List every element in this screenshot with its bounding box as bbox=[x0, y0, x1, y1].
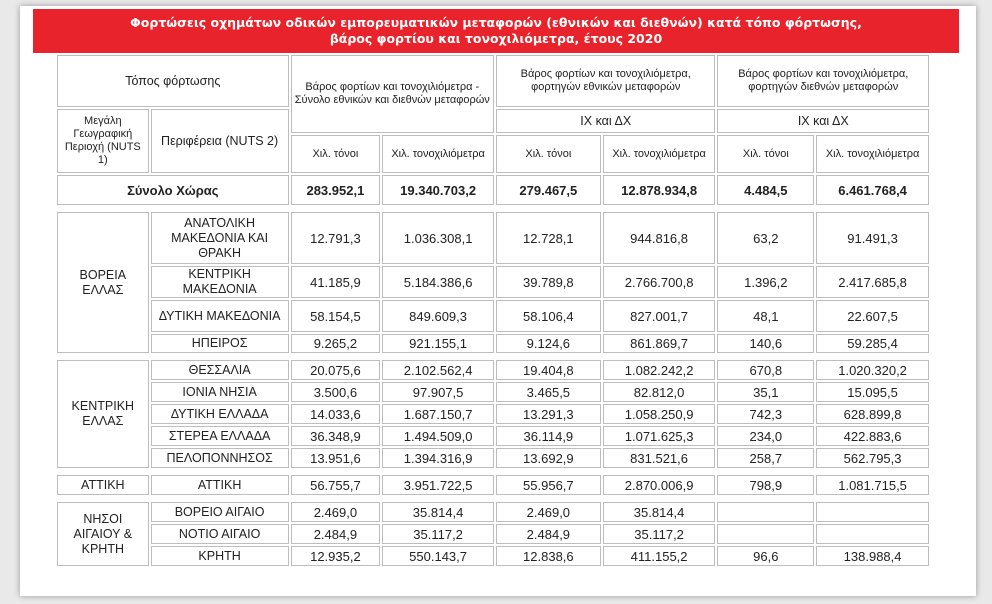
value-cell: 258,7 bbox=[717, 448, 814, 468]
nuts1-cell: ΒΟΡΕΙΑ ΕΛΛΑΣ bbox=[57, 212, 149, 353]
region-cell: ΑΝΑΤΟΛΙΚΗ ΜΑΚΕΔΟΝΙΑ ΚΑΙ ΘΡΑΚΗ bbox=[151, 212, 289, 264]
region-cell: ΗΠΕΙΡΟΣ bbox=[151, 334, 289, 353]
value-cell: 670,8 bbox=[717, 360, 814, 380]
table-title bbox=[33, 9, 959, 53]
value-cell: 9.265,2 bbox=[291, 334, 381, 353]
nuts1-cell: ΑΤΤΙΚΗ bbox=[57, 475, 149, 495]
table-row bbox=[57, 266, 929, 298]
value-cell: 411.155,2 bbox=[603, 546, 716, 566]
value-cell: 944.816,8 bbox=[603, 212, 716, 264]
nuts1-header: Μεγάλη Γεωγραφική Περιοχή (NUTS 1) bbox=[57, 109, 149, 173]
total-row bbox=[57, 175, 929, 205]
value-cell: 140,6 bbox=[717, 334, 814, 353]
value-cell: 12.791,3 bbox=[291, 212, 381, 264]
region-cell: ΒΟΡΕΙΟ ΑΙΓΑΙΟ bbox=[151, 502, 289, 522]
value-cell: 3.951.722,5 bbox=[382, 475, 494, 495]
total-value: 19.340.703,2 bbox=[382, 175, 494, 205]
value-cell: 13.951,6 bbox=[291, 448, 381, 468]
value-cell: 798,9 bbox=[717, 475, 814, 495]
tonkm-header: Χιλ. τονοχιλιόμετρα bbox=[603, 135, 716, 173]
table-row bbox=[57, 502, 929, 522]
ix-dx-international-header: ΙΧ και ΔΧ bbox=[717, 109, 929, 133]
table-row bbox=[57, 524, 929, 544]
value-cell: 13.291,3 bbox=[496, 404, 601, 424]
statistics-table bbox=[55, 53, 931, 568]
region-cell: ΙΟΝΙΑ ΝΗΣΙΑ bbox=[151, 382, 289, 402]
value-cell: 550.143,7 bbox=[382, 546, 494, 566]
table-row bbox=[57, 212, 929, 264]
value-cell: 2.484,9 bbox=[496, 524, 601, 544]
tons-header: Χιλ. τόνοι bbox=[291, 135, 381, 173]
total-value: 6.461.768,4 bbox=[816, 175, 929, 205]
value-cell: 39.789,8 bbox=[496, 266, 601, 298]
value-cell: 9.124,6 bbox=[496, 334, 601, 353]
table-row bbox=[57, 300, 929, 332]
value-cell: 96,6 bbox=[717, 546, 814, 566]
value-cell: 48,1 bbox=[717, 300, 814, 332]
value-cell: 1.494.509,0 bbox=[382, 426, 494, 446]
value-cell: 22.607,5 bbox=[816, 300, 929, 332]
total-label: Σύνολο Χώρας bbox=[57, 175, 289, 205]
value-cell: 1.020.320,2 bbox=[816, 360, 929, 380]
table-row bbox=[57, 546, 929, 566]
value-cell: 55.956,7 bbox=[496, 475, 601, 495]
region-cell: ΔΥΤΙΚΗ ΕΛΛΑΔΑ bbox=[151, 404, 289, 424]
value-cell: 562.795,3 bbox=[816, 448, 929, 468]
value-cell: 2.469,0 bbox=[291, 502, 381, 522]
spacer-cell bbox=[57, 470, 929, 473]
spacer-cell bbox=[57, 355, 929, 358]
group-spacer bbox=[57, 355, 929, 358]
value-cell: 97.907,5 bbox=[382, 382, 494, 402]
table-row bbox=[57, 334, 929, 353]
value-cell: 58.154,5 bbox=[291, 300, 381, 332]
value-cell: 58.106,4 bbox=[496, 300, 601, 332]
value-cell bbox=[717, 502, 814, 522]
title-line-1: Φορτώσεις οχημάτων οδικών εμπορευματικών μεταφορών (εθνικών και διεθνών) κατά τόπο φόρτωσης, bbox=[130, 15, 862, 30]
value-cell: 63,2 bbox=[717, 212, 814, 264]
group-national-header: Βάρος φορτίων και τονοχιλιόμετρα, φορτηγών εθνικών μεταφορών bbox=[496, 55, 716, 107]
value-cell: 3.465,5 bbox=[496, 382, 601, 402]
value-cell bbox=[717, 524, 814, 544]
group-international-header: Βάρος φορτίων και τονοχιλιόμετρα, φορτηγών διεθνών μεταφορών bbox=[717, 55, 929, 107]
value-cell: 2.102.562,4 bbox=[382, 360, 494, 380]
value-cell: 1.071.625,3 bbox=[603, 426, 716, 446]
value-cell: 59.285,4 bbox=[816, 334, 929, 353]
value-cell: 831.521,6 bbox=[603, 448, 716, 468]
loading-place-header: Τόπος φόρτωσης bbox=[57, 55, 289, 107]
tons-header: Χιλ. τόνοι bbox=[496, 135, 601, 173]
table-row bbox=[57, 426, 929, 446]
value-cell: 2.766.700,8 bbox=[603, 266, 716, 298]
nuts2-header: Περιφέρεια (NUTS 2) bbox=[151, 109, 289, 173]
value-cell: 41.185,9 bbox=[291, 266, 381, 298]
value-cell: 1.394.316,9 bbox=[382, 448, 494, 468]
region-cell: ΣΤΕΡΕΑ ΕΛΛΑΔΑ bbox=[151, 426, 289, 446]
ix-dx-national-header: ΙΧ και ΔΧ bbox=[496, 109, 716, 133]
value-cell: 13.692,9 bbox=[496, 448, 601, 468]
value-cell: 1.082.242,2 bbox=[603, 360, 716, 380]
region-cell: ΝΟΤΙΟ ΑΙΓΑΙΟ bbox=[151, 524, 289, 544]
region-cell: ΑΤΤΙΚΗ bbox=[151, 475, 289, 495]
value-cell: 2.484,9 bbox=[291, 524, 381, 544]
nuts1-cell: ΝΗΣΟΙ ΑΙΓΑΙΟΥ & ΚΡΗΤΗ bbox=[57, 502, 149, 566]
value-cell: 5.184.386,6 bbox=[382, 266, 494, 298]
value-cell: 422.883,6 bbox=[816, 426, 929, 446]
value-cell: 2.469,0 bbox=[496, 502, 601, 522]
value-cell: 1.036.308,1 bbox=[382, 212, 494, 264]
value-cell: 1.081.715,5 bbox=[816, 475, 929, 495]
value-cell: 1.058.250,9 bbox=[603, 404, 716, 424]
total-value: 279.467,5 bbox=[496, 175, 601, 205]
value-cell: 12.838,6 bbox=[496, 546, 601, 566]
value-cell: 15.095,5 bbox=[816, 382, 929, 402]
value-cell: 56.755,7 bbox=[291, 475, 381, 495]
value-cell: 861.869,7 bbox=[603, 334, 716, 353]
total-value: 283.952,1 bbox=[291, 175, 381, 205]
table-row bbox=[57, 404, 929, 424]
value-cell: 35.814,4 bbox=[382, 502, 494, 522]
value-cell: 36.348,9 bbox=[291, 426, 381, 446]
value-cell bbox=[816, 524, 929, 544]
group-spacer bbox=[57, 207, 929, 210]
tonkm-header: Χιλ. τονοχιλιόμετρα bbox=[816, 135, 929, 173]
value-cell: 82.812,0 bbox=[603, 382, 716, 402]
value-cell: 19.404,8 bbox=[496, 360, 601, 380]
value-cell: 35,1 bbox=[717, 382, 814, 402]
value-cell: 12.935,2 bbox=[291, 546, 381, 566]
group-spacer bbox=[57, 470, 929, 473]
value-cell: 35.117,2 bbox=[603, 524, 716, 544]
region-cell: ΘΕΣΣΑΛΙΑ bbox=[151, 360, 289, 380]
table-row bbox=[57, 448, 929, 468]
tons-header: Χιλ. τόνοι bbox=[717, 135, 814, 173]
value-cell: 36.114,9 bbox=[496, 426, 601, 446]
region-cell: ΔΥΤΙΚΗ ΜΑΚΕΔΟΝΙΑ bbox=[151, 300, 289, 332]
value-cell: 20.075,6 bbox=[291, 360, 381, 380]
nuts1-cell: ΚΕΝΤΡΙΚΗ ΕΛΛΑΣ bbox=[57, 360, 149, 468]
table-row bbox=[57, 475, 929, 495]
value-cell bbox=[816, 502, 929, 522]
value-cell: 921.155,1 bbox=[382, 334, 494, 353]
tonkm-header: Χιλ. τονοχιλιόμετρα bbox=[382, 135, 494, 173]
title-line-2: βάρος φορτίου και τονοχιλιόμετρα, έτους 2020 bbox=[329, 31, 663, 46]
value-cell: 2.870.006,9 bbox=[603, 475, 716, 495]
group-spacer bbox=[57, 497, 929, 500]
spacer-cell bbox=[57, 497, 929, 500]
value-cell: 138.988,4 bbox=[816, 546, 929, 566]
value-cell: 35.117,2 bbox=[382, 524, 494, 544]
table-row bbox=[57, 360, 929, 380]
total-value: 12.878.934,8 bbox=[603, 175, 716, 205]
value-cell: 628.899,8 bbox=[816, 404, 929, 424]
group-total-header: Βάρος φορτίων και τονοχιλιόμετρα - Σύνολο εθνικών και διεθνών μεταφορών bbox=[291, 55, 494, 133]
value-cell: 1.396,2 bbox=[717, 266, 814, 298]
value-cell: 1.687.150,7 bbox=[382, 404, 494, 424]
value-cell: 742,3 bbox=[717, 404, 814, 424]
value-cell: 35.814,4 bbox=[603, 502, 716, 522]
region-cell: ΚΡΗΤΗ bbox=[151, 546, 289, 566]
value-cell: 2.417.685,8 bbox=[816, 266, 929, 298]
region-cell: ΚΕΝΤΡΙΚΗ ΜΑΚΕΔΟΝΙΑ bbox=[151, 266, 289, 298]
region-cell: ΠΕΛΟΠΟΝΝΗΣΟΣ bbox=[151, 448, 289, 468]
total-value: 4.484,5 bbox=[717, 175, 814, 205]
table-row bbox=[57, 382, 929, 402]
value-cell: 827.001,7 bbox=[603, 300, 716, 332]
value-cell: 849.609,3 bbox=[382, 300, 494, 332]
spacer-cell bbox=[57, 207, 929, 210]
value-cell: 91.491,3 bbox=[816, 212, 929, 264]
value-cell: 14.033,6 bbox=[291, 404, 381, 424]
value-cell: 234,0 bbox=[717, 426, 814, 446]
value-cell: 3.500,6 bbox=[291, 382, 381, 402]
value-cell: 12.728,1 bbox=[496, 212, 601, 264]
